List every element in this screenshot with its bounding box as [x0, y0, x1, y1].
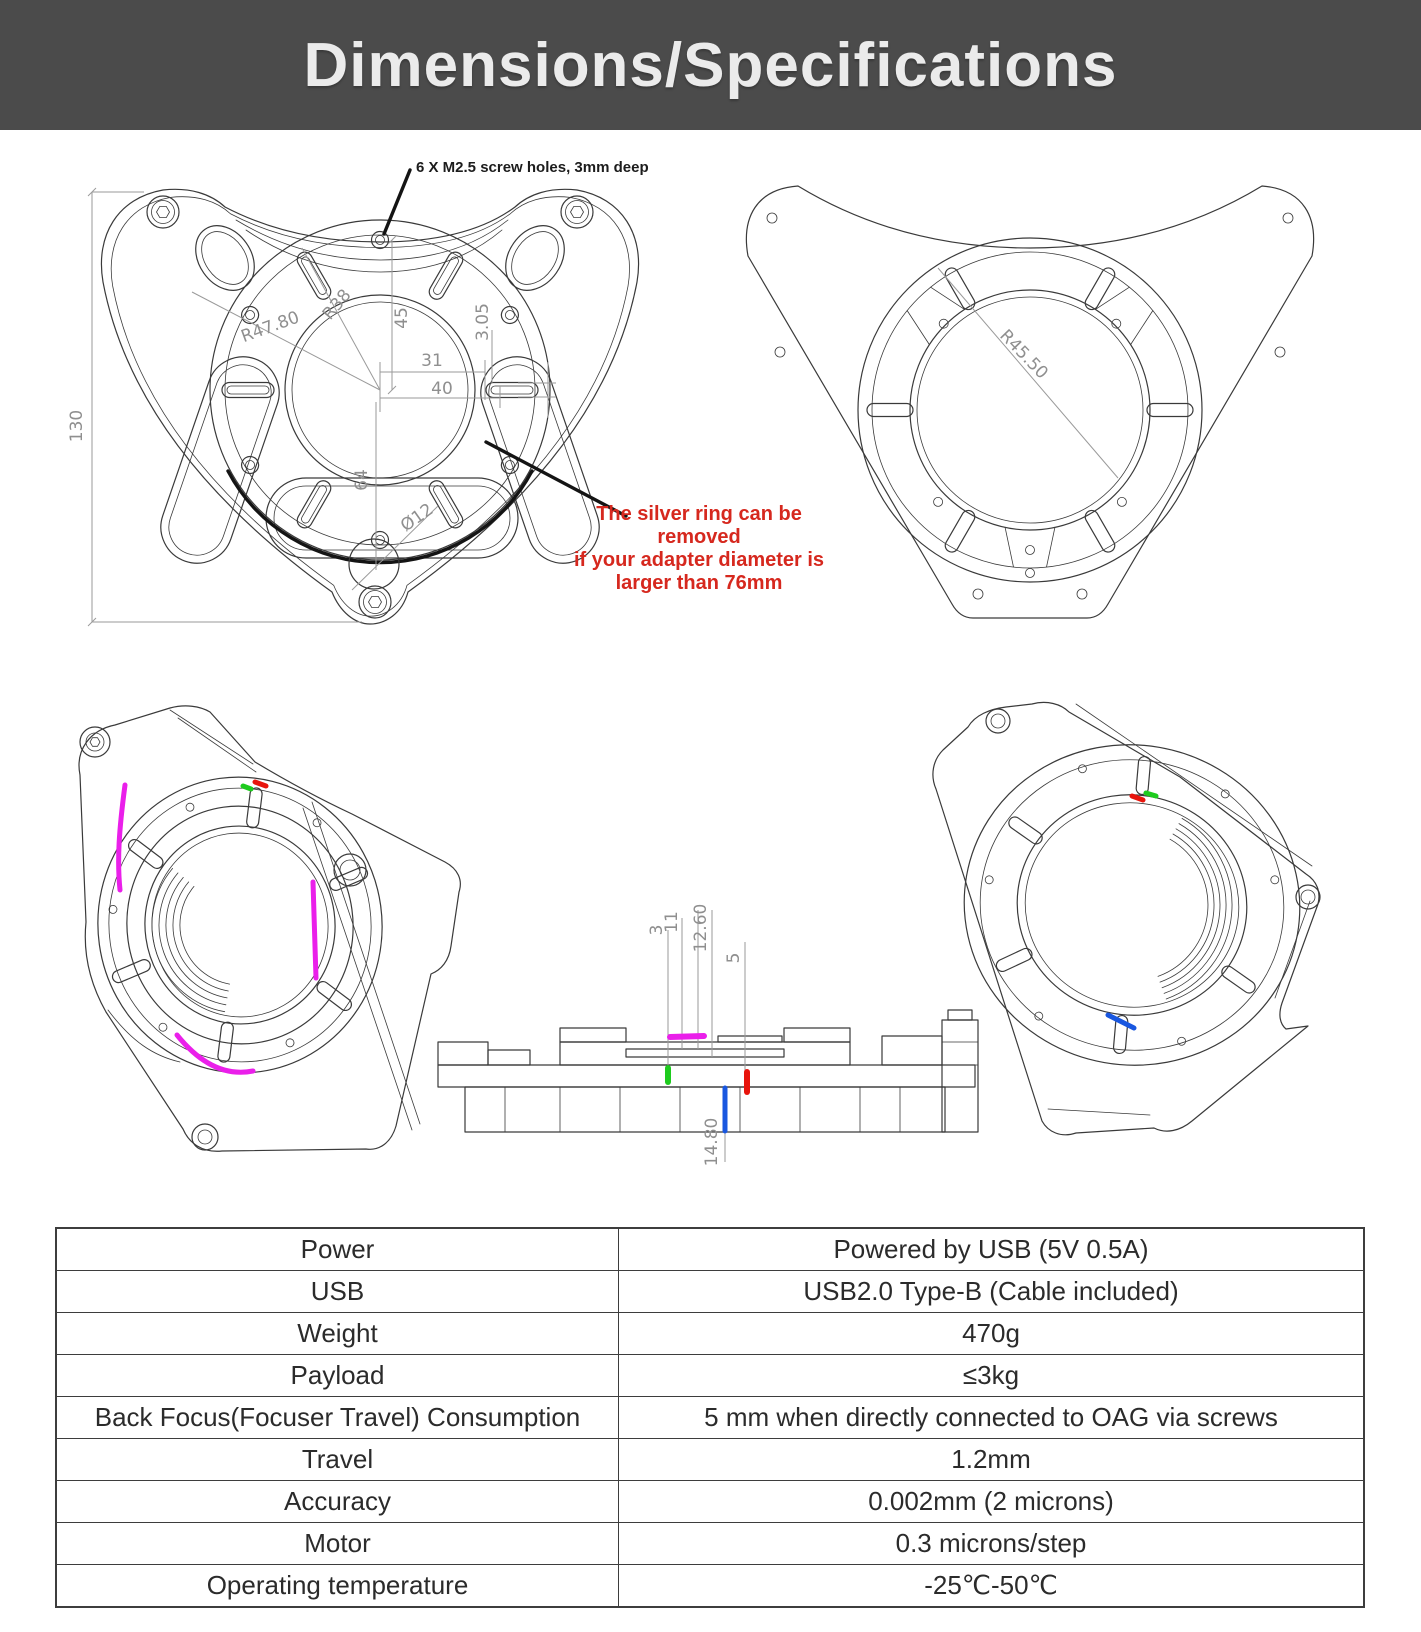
iso-back-svg	[880, 665, 1340, 1175]
table-row	[56, 1313, 1364, 1355]
iso-front-drawing	[50, 680, 470, 1160]
back-view-svg	[710, 160, 1370, 640]
blue-mark-back	[1108, 1015, 1134, 1028]
dim-305: 3.05	[473, 303, 493, 341]
dim-5: 5	[724, 952, 744, 964]
back-plate-outline	[746, 186, 1313, 618]
dim-1260: 12.60	[691, 903, 711, 953]
spec-label: Weight	[56, 1313, 619, 1355]
dim-64: 64	[352, 469, 372, 491]
dim-40: 40	[431, 379, 453, 399]
page-title: Dimensions/Specifications	[303, 30, 1118, 100]
back-center-ring	[858, 238, 1202, 582]
iso-front-ring	[79, 759, 401, 1092]
spec-label: Motor	[56, 1523, 619, 1565]
dim-3: 3	[647, 924, 667, 936]
dim-1480: 14.80	[702, 1117, 722, 1167]
screw-note-leader	[384, 170, 410, 234]
magenta-highlight-right	[313, 882, 316, 978]
corner-screws	[147, 196, 593, 618]
spec-label: USB	[56, 1271, 619, 1313]
spec-value: 0.002mm (2 microns)	[619, 1481, 1365, 1523]
green-mark	[243, 786, 251, 789]
iso-back-drawing	[880, 665, 1340, 1175]
header-bar	[0, 0, 1421, 130]
table-row	[56, 1481, 1364, 1523]
table-row	[56, 1355, 1364, 1397]
spec-value: USB2.0 Type-B (Cable included)	[619, 1271, 1365, 1313]
table-row	[56, 1523, 1364, 1565]
table-row	[56, 1439, 1364, 1481]
dim-45: 45	[392, 307, 412, 329]
back-plate-holes	[767, 213, 1293, 599]
spec-value: 1.2mm	[619, 1439, 1365, 1481]
spec-label: Operating temperature	[56, 1565, 619, 1608]
dim-r4550: R45.50	[995, 325, 1052, 384]
spec-label: Payload	[56, 1355, 619, 1397]
silver-ring-note-line3: larger than 76mm	[615, 572, 783, 594]
back-ring-slots	[867, 266, 1193, 578]
spec-value: 5 mm when directly connected to OAG via screws	[619, 1397, 1365, 1439]
table-row	[56, 1397, 1364, 1439]
dim-11: 11	[662, 911, 682, 933]
dim-r4780: R47.80	[238, 307, 303, 348]
table-row	[56, 1271, 1364, 1313]
spec-value: ≤3kg	[619, 1355, 1365, 1397]
spec-label: Back Focus(Focuser Travel) Consumption	[56, 1397, 619, 1439]
iso-front-svg	[50, 680, 470, 1160]
spec-value: 470g	[619, 1313, 1365, 1355]
iso-back-bosses	[986, 709, 1320, 909]
table-row	[56, 1228, 1364, 1271]
screw-holes-annotation: 6 X M2.5 screw holes, 3mm deep	[416, 159, 649, 176]
iso-front-slots	[88, 773, 393, 1078]
dim-r38: R38	[318, 285, 356, 325]
iso-front-edges	[108, 710, 420, 1130]
red-mark-back	[1132, 796, 1143, 800]
iso-back-ring	[939, 718, 1325, 1091]
green-mark-back	[1146, 793, 1156, 796]
spec-label: Travel	[56, 1439, 619, 1481]
table-row	[56, 1565, 1364, 1608]
silver-ring-note-line1: The silver ring can be removed	[596, 503, 802, 548]
iso-back-outline	[933, 702, 1319, 1134]
dim-130: 130	[67, 409, 87, 443]
spec-table	[55, 1227, 1365, 1608]
iso-front-outline	[79, 706, 460, 1151]
magenta-mark-side	[670, 1036, 704, 1037]
spec-value: Powered by USB (5V 0.5A)	[619, 1228, 1365, 1271]
back-view-drawing	[710, 160, 1370, 640]
dim-31: 31	[421, 351, 443, 371]
spec-label: Power	[56, 1228, 619, 1271]
iso-back-highlights	[1108, 793, 1156, 1028]
red-mark	[255, 782, 266, 786]
spec-value: 0.3 microns/step	[619, 1523, 1365, 1565]
dim-dia12: Ø12	[397, 499, 438, 537]
silver-ring-note-line2: if your adapter diameter is	[573, 549, 825, 571]
spec-label: Accuracy	[56, 1481, 619, 1523]
spec-value: -25℃-50℃	[619, 1565, 1365, 1608]
